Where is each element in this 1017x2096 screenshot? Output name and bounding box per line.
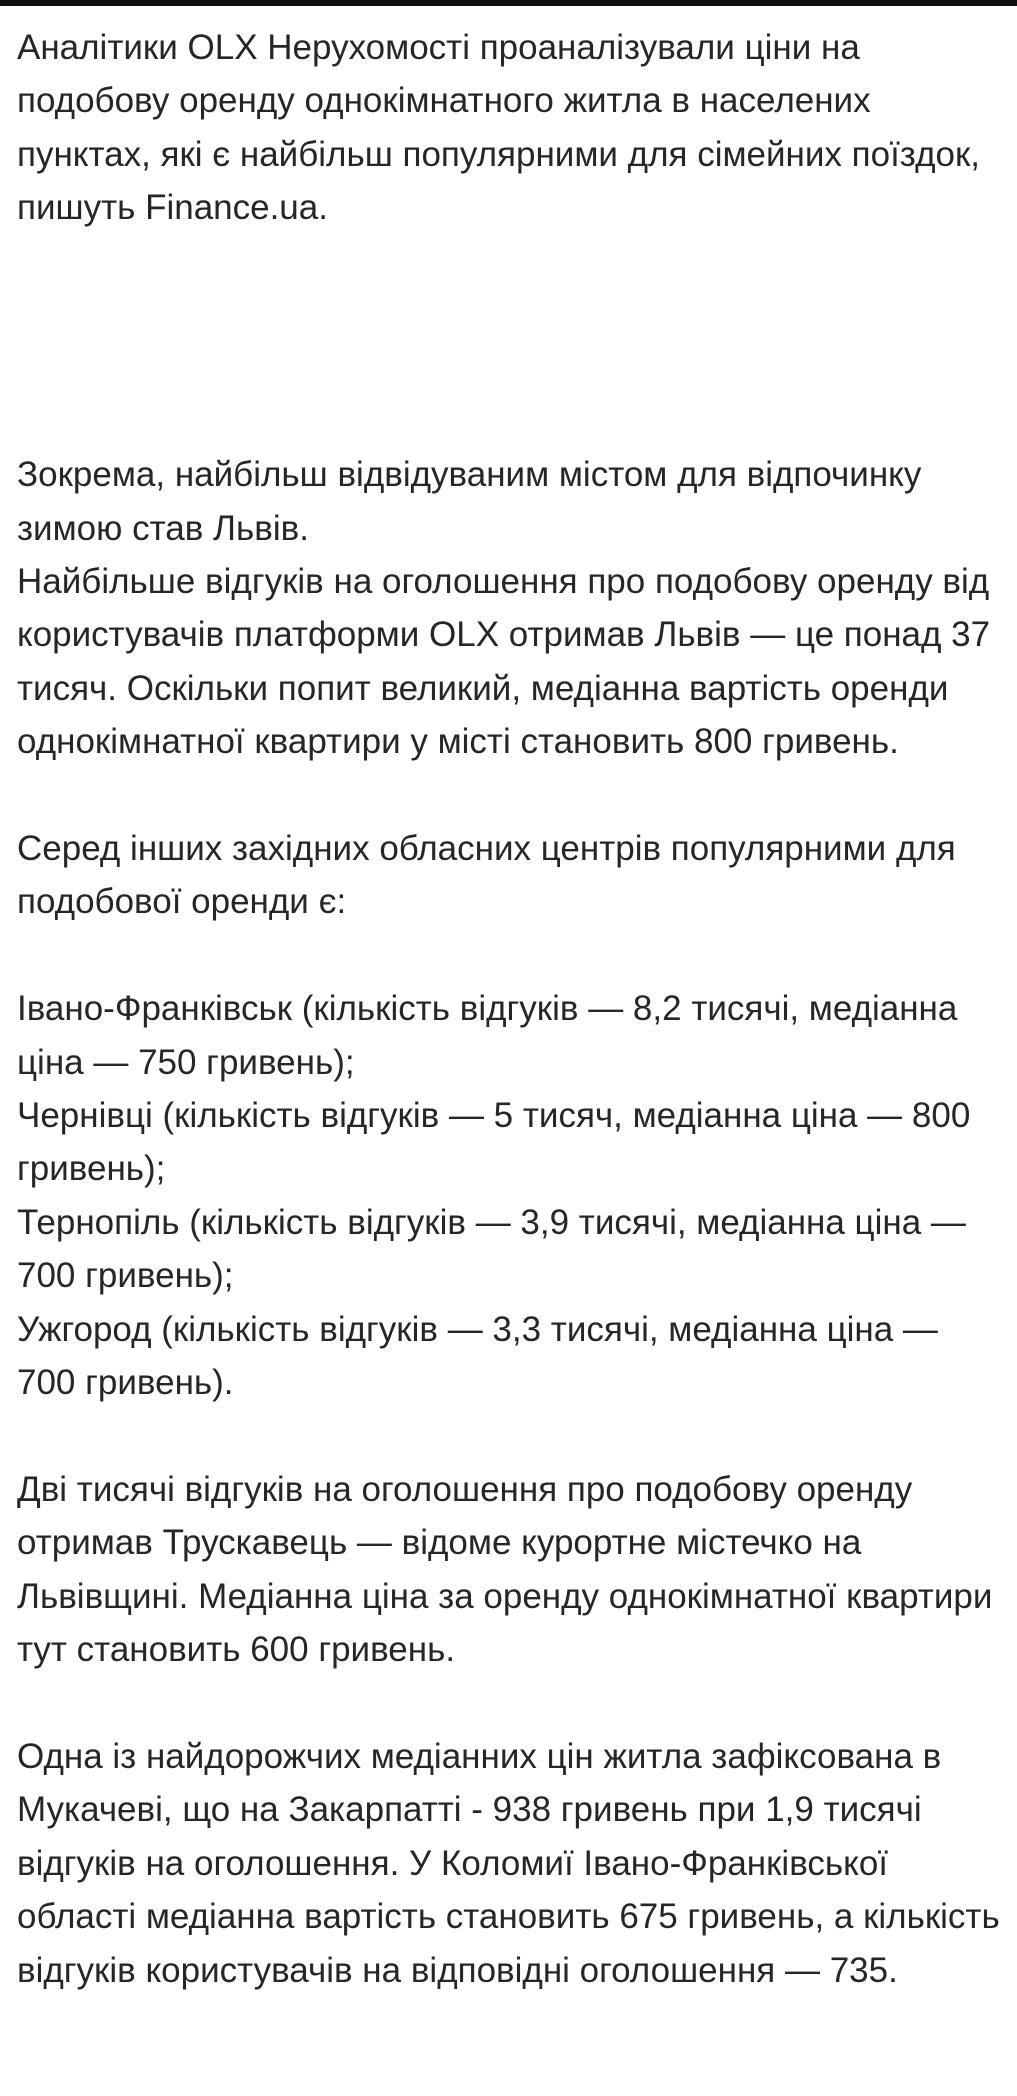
intro-paragraph: Аналітики OLX Нерухомості проаналізували ціни на подобову оренду однокімнатного житла в населених пунктах, які є найбільш популярними для сімейних поїздок, пишуть Finance.ua.: [17, 28, 980, 228]
west-intro-paragraph: Серед інших західних обласних центрів популярними для подобової оренди є:: [17, 829, 956, 922]
article-body: [17, 21, 1003, 1997]
blank-line: [17, 1410, 1003, 1463]
blank-line: [17, 929, 1003, 982]
lviv-details-paragraph: Найбільше відгуків на оголошення про подобову оренду від користувачів платформи OLX отримав Львів — це понад 37 тисяч. Оскільки попит великий, медіанна вартість оренди однокімнатної квартири у місті становить 800 гривень.: [17, 562, 991, 762]
city-line-chernivtsi: Чернівці (кількість відгуків — 5 тисяч, медіанна ціна — 800 гривень);: [17, 1096, 971, 1189]
blank-line: [17, 769, 1003, 822]
top-border: [0, 0, 1017, 6]
blank-line: [17, 1677, 1003, 1730]
blank-space: [17, 235, 1003, 449]
mukachevo-paragraph: Одна із найдорожчих медіанних цін житла зафіксована в Мукачеві, що на Закарпатті - 938 гривень при 1,9 тисячі відгуків на оголошення. У Коломиї Івано-Франківської області медіанна вартість становить 675 гривень, а кількість відгуків користувачів на відповідні оголошення — 735.: [17, 1736, 1000, 1990]
lviv-popular-paragraph: Зокрема, найбільш відвідуваним містом для відпочинку зимою став Львів.: [17, 455, 922, 548]
city-line-ternopil: Тернопіль (кількість відгуків — 3,9 тисячі, медіанна ціна — 700 гривень);: [17, 1202, 966, 1296]
city-line-ivano-frankivsk: Івано-Франківськ (кількість відгуків — 8,2 тисячі, медіанна ціна — 750 гривень);: [17, 989, 958, 1082]
city-line-uzhhorod: Ужгород (кількість відгуків — 3,3 тисячі, медіанна ціна — 700 гривень).: [17, 1309, 938, 1403]
truskavets-paragraph: Дві тисячі відгуків на оголошення про подобову оренду отримав Трускавець — відоме курортне містечко на Львівщині. Медіанна ціна за оренду однокімнатної квартири тут становить 600 гривень.: [17, 1469, 993, 1670]
